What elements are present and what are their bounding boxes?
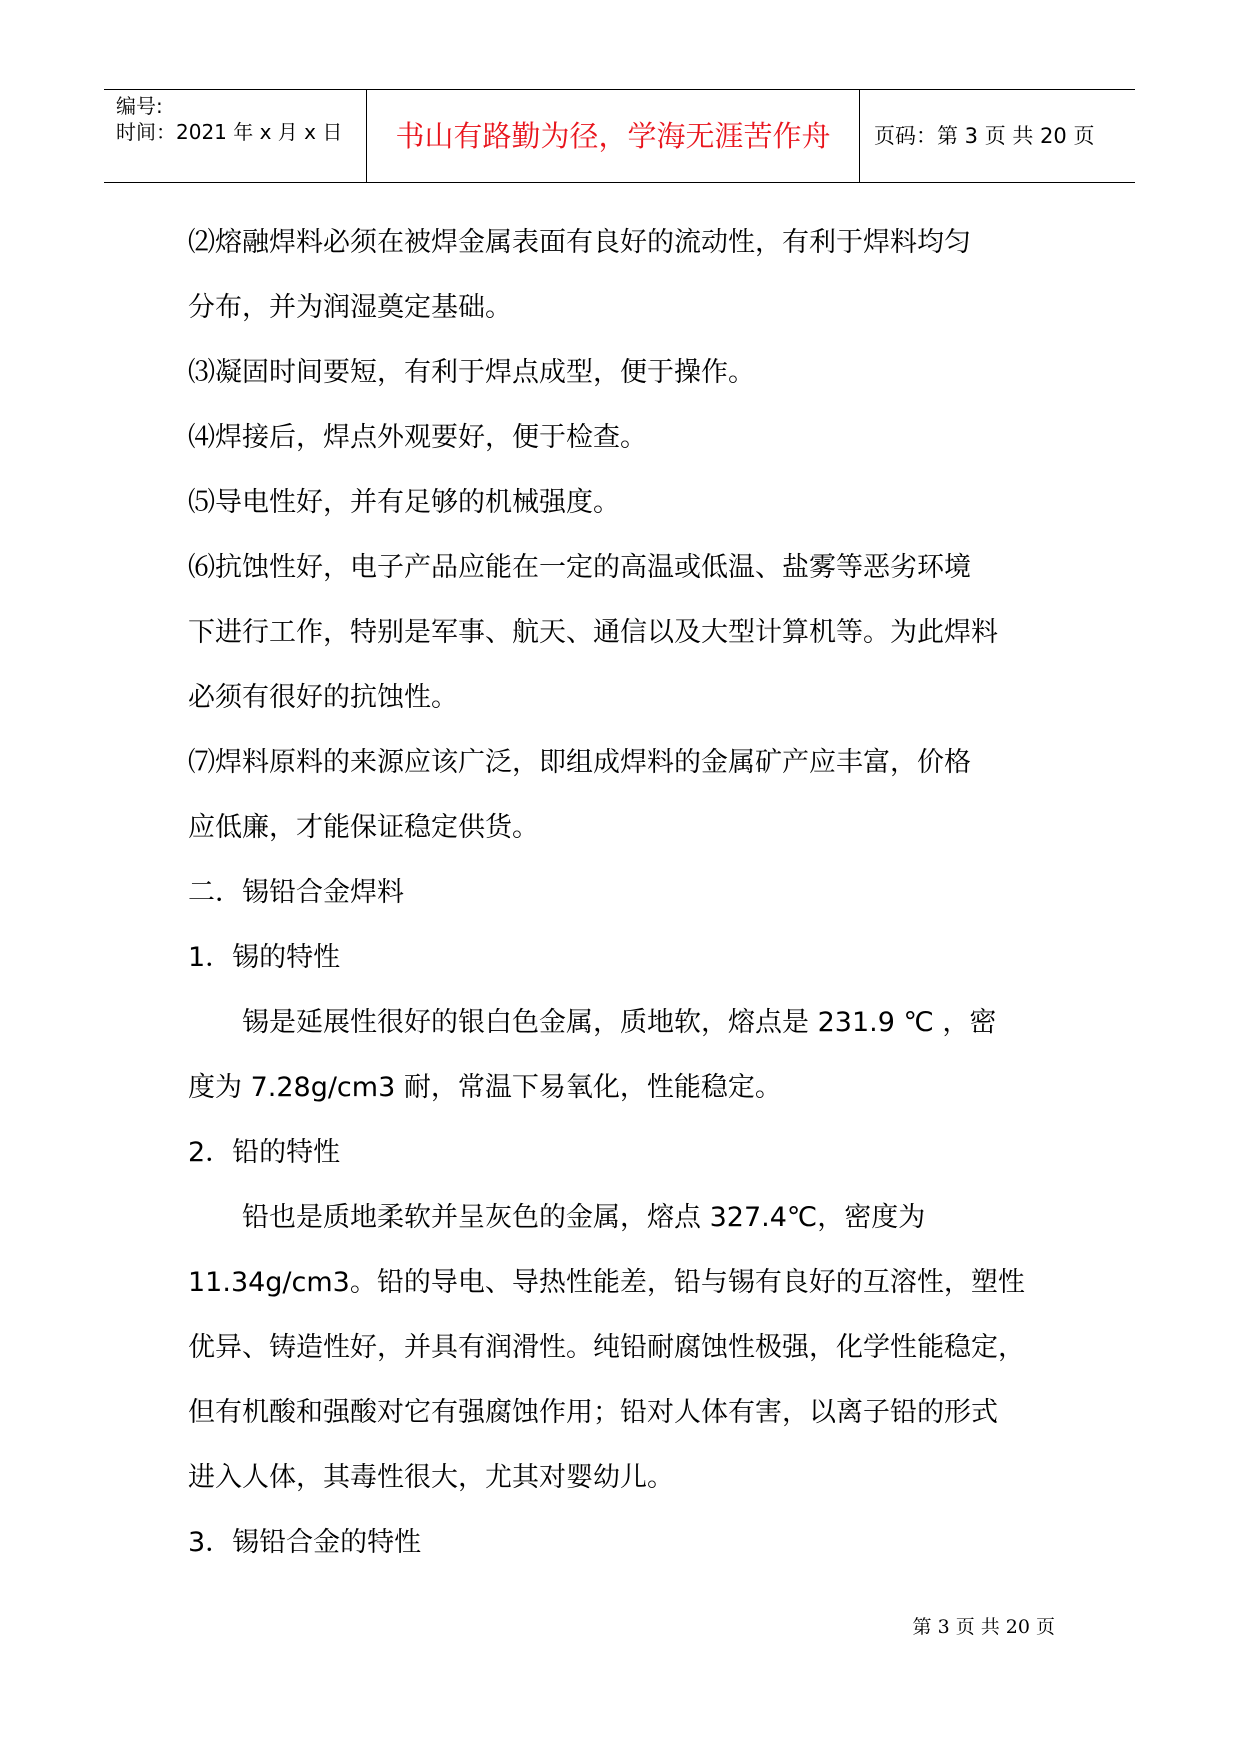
subsection-heading: 3．锡铅合金的特性 — [188, 1527, 422, 1558]
section-heading: 二．锡铅合金焊料 — [188, 877, 404, 908]
text-line: 分布，并为润湿奠定基础。 — [188, 292, 512, 323]
page-footer: 第 3 页 共 20 页 — [912, 1616, 1055, 1638]
text-line: 度为 7.28g/cm3 耐，常温下易氧化，性能稳定。 — [188, 1072, 782, 1103]
text-line: 优异、铸造性好，并具有润滑性。纯铅耐腐蚀性极强，化学性能稳定， — [188, 1332, 1025, 1363]
text-line: 锡是延展性很好的银白色金属，质地软，熔点是 231.9 ℃ ，密 — [242, 1007, 997, 1038]
header-page-info: 页码：第 3 页 共 20 页 — [874, 124, 1095, 148]
text-line: ⑷焊接后，焊点外观要好，便于检查。 — [188, 422, 647, 453]
document-number-label: 编号: — [116, 94, 163, 118]
document-body — [188, 210, 1058, 1575]
text-line: ⑵熔融焊料必须在被焊金属表面有良好的流动性，有利于焊料均匀 — [188, 227, 971, 258]
page-header — [104, 89, 1135, 183]
text-line: 11.34g/cm3。铅的导电、导热性能差，铅与锡有良好的互溶性，塑性 — [188, 1267, 1025, 1298]
text-line: 进入人体，其毒性很大，尤其对婴幼儿。 — [188, 1462, 674, 1493]
text-line: 下进行工作，特别是军事、航天、通信以及大型计算机等。为此焊料 — [188, 617, 998, 648]
subsection-heading: 1．锡的特性 — [188, 942, 341, 973]
header-meta — [116, 90, 366, 182]
text-line: ⑺焊料原料的来源应该广泛，即组成焊料的金属矿产应丰富，价格 — [188, 747, 971, 778]
text-line: 应低廉，才能保证稳定供货。 — [188, 812, 539, 843]
header-divider-right — [859, 90, 860, 182]
text-line: ⑶凝固时间要短，有利于焊点成型，便于操作。 — [188, 357, 755, 388]
text-line: 铅也是质地柔软并呈灰色的金属，熔点 327.4℃，密度为 — [242, 1202, 926, 1233]
text-line: 必须有很好的抗蚀性。 — [188, 682, 458, 713]
text-line: ⑹抗蚀性好，电子产品应能在一定的高温或低温、盐雾等恶劣环境 — [188, 552, 971, 583]
text-line: ⑸导电性好，并有足够的机械强度。 — [188, 487, 620, 518]
document-date: 时间：2021 年 x 月 x 日 — [116, 120, 343, 144]
text-line: 但有机酸和强酸对它有强腐蚀作用；铅对人体有害，以离子铅的形式 — [188, 1397, 998, 1428]
subsection-heading: 2．铅的特性 — [188, 1137, 341, 1168]
header-motto: 书山有路勤为径，学海无涯苦作舟 — [395, 119, 831, 153]
header-divider-left — [366, 90, 367, 182]
